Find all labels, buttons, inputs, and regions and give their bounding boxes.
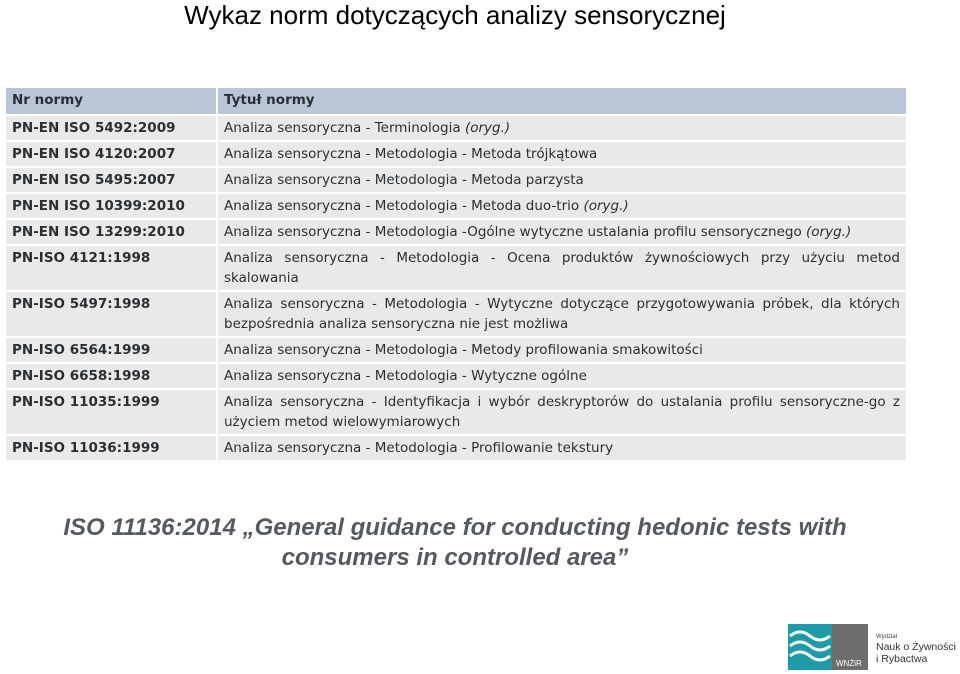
iso-reference-text: ISO 11136:2014 „General guidance for conducting hedonic tests with consumers in controlled area” <box>63 514 847 571</box>
table-row <box>5 193 907 219</box>
norm-title: Analiza sensoryczna - Metodologia - Metoda duo-trio <box>224 198 580 214</box>
norm-note: (oryg.) <box>806 224 852 240</box>
norm-title-cell <box>217 245 907 291</box>
table-header-row <box>5 87 907 115</box>
norm-title-cell <box>217 389 907 435</box>
header-nr: Nr normy <box>5 87 217 115</box>
header-tytul: Tytuł normy <box>217 87 907 115</box>
waves-icon <box>788 624 832 670</box>
norm-number: PN-ISO 11035:1999 <box>5 389 217 435</box>
faculty-name-line2: i Rybactwa <box>876 653 928 665</box>
norm-title: Analiza sensoryczna - Metodologia - Wytyczne dotyczące przygotowywania próbek, dla których bezpośrednia analiza sensoryczna nie jest możliwa <box>224 296 900 332</box>
norm-number: PN-ISO 6564:1999 <box>5 337 217 363</box>
norm-note: (oryg.) <box>464 120 511 136</box>
faculty-name-small: Wydział <box>876 634 897 640</box>
table-row <box>5 435 907 461</box>
norm-title-cell <box>217 193 907 219</box>
norm-title: Analiza sensoryczna - Metodologia - Profilowanie tekstury <box>224 440 614 456</box>
norm-number: PN-EN ISO 10399:2010 <box>5 193 217 219</box>
norm-title-cell <box>217 291 907 337</box>
norm-number: PN-ISO 4121:1998 <box>5 245 217 291</box>
norm-number: PN-EN ISO 13299:2010 <box>5 219 217 245</box>
norm-title: Analiza sensoryczna - Terminologia <box>224 120 461 136</box>
norm-number: PN-ISO 11036:1999 <box>5 435 217 461</box>
norm-number: PN-EN ISO 5492:2009 <box>5 115 217 141</box>
page-title: Wykaz norm dotyczących analizy sensorycznej <box>184 0 726 30</box>
logo-badge: WNŻiR <box>836 659 862 668</box>
norms-table <box>4 86 908 462</box>
norm-number: PN-EN ISO 5495:2007 <box>5 167 217 193</box>
norm-title: Analiza sensoryczna - Metodologia - Metoda parzysta <box>224 172 584 188</box>
table-row <box>5 115 907 141</box>
table-row <box>5 389 907 435</box>
norm-number: PN-ISO 6658:1998 <box>5 363 217 389</box>
norm-title: Analiza sensoryczna - Metodologia - Ocena produktów żywnościowych przy użyciu metod skalowania <box>224 250 900 286</box>
table-row <box>5 363 907 389</box>
table-row <box>5 141 907 167</box>
faculty-name <box>876 633 956 665</box>
norm-title: Analiza sensoryczna - Metodologia -Ogólne wytyczne ustalania profilu sensorycznego <box>224 224 802 240</box>
norm-title: Analiza sensoryczna - Metodologia - Metody profilowania smakowitości <box>224 342 703 358</box>
norm-title-cell <box>217 115 907 141</box>
norm-title-cell <box>217 337 907 363</box>
norm-title-cell <box>217 219 907 245</box>
table-row <box>5 245 907 291</box>
table-row <box>5 291 907 337</box>
table-row <box>5 167 907 193</box>
faculty-name-line1: Nauk o Żywności <box>876 641 956 653</box>
norm-title-cell <box>217 167 907 193</box>
norm-title-cell <box>217 141 907 167</box>
norm-number: PN-ISO 5497:1998 <box>5 291 217 337</box>
norm-title: Analiza sensoryczna - Metodologia - Metoda trójkątowa <box>224 146 598 162</box>
norm-title: Analiza sensoryczna - Metodologia - Wytyczne ogólne <box>224 368 587 384</box>
norm-title: Analiza sensoryczna - Identyfikacja i wybór deskryptorów do ustalania profilu sensoryczne-go z użyciem metod wielowymiarowych <box>224 394 900 430</box>
table-row <box>5 337 907 363</box>
norm-note: (oryg.) <box>583 198 629 214</box>
norm-number: PN-EN ISO 4120:2007 <box>5 141 217 167</box>
norm-title-cell <box>217 363 907 389</box>
table-row <box>5 219 907 245</box>
norm-title-cell <box>217 435 907 461</box>
